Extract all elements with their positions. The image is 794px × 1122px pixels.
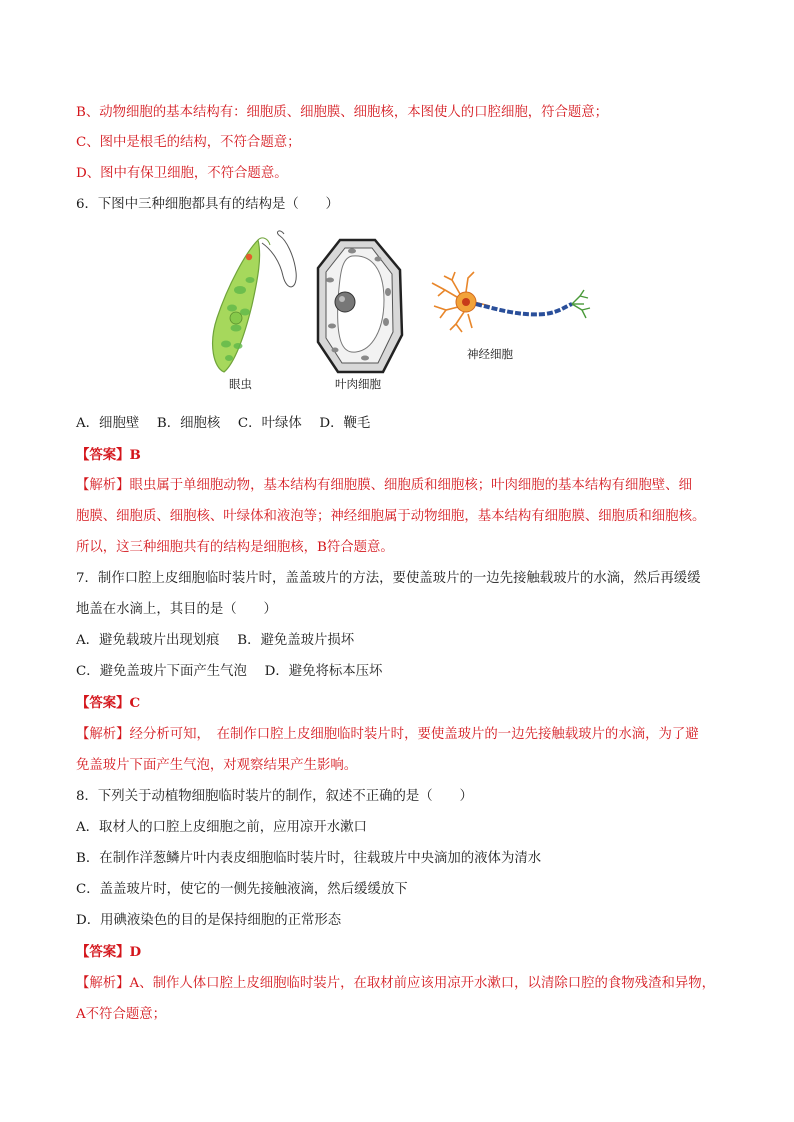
question-8-analysis-2: A不符合题意；	[76, 1007, 167, 1022]
question-7-line-2: 地盖在水滴上，其目的是（ ）	[76, 602, 277, 617]
cell-figure-svg	[0, 0, 794, 400]
question-8-answer: 【答案】D	[76, 944, 142, 960]
question-6-analysis-3: 所以，这三种细胞共有的结构是细胞核，B符合题意。	[76, 540, 394, 555]
question-7-options-2: C．避免盖玻片下面产生气泡 D．避免将标本压坏	[76, 664, 383, 679]
prev-analysis-b: B、动物细胞的基本结构有：细胞质、细胞膜、细胞核，本图使人的口腔细胞，符合题意；	[76, 105, 609, 120]
euglena-illustration	[213, 231, 297, 372]
label-leaf-cell: 叶肉细胞	[335, 377, 381, 391]
question-6-options: A．细胞壁 B．细胞核 C．叶绿体 D．鞭毛	[76, 416, 371, 431]
question-6: 6．下图中三种细胞都具有的结构是（ ）	[76, 197, 339, 212]
question-7-analysis-1: 【解析】经分析可知， 在制作口腔上皮细胞临时装片时，要使盖玻片的一边先接触载玻片的水滴，为了避	[76, 727, 699, 742]
question-6-answer: 【答案】B	[76, 447, 141, 463]
label-neuron: 神经细胞	[467, 347, 513, 361]
question-7-answer: 【答案】C	[76, 695, 141, 711]
question-7-analysis-2: 免盖玻片下面产生气泡，对观察结果产生影响。	[76, 758, 358, 773]
prev-analysis-d: D、图中有保卫细胞，不符合题意。	[76, 166, 288, 181]
prev-analysis-c: C、图中是根毛的结构，不符合题意；	[76, 135, 301, 150]
question-8-analysis-1: 【解析】A、制作人体口腔上皮细胞临时装片，在取材前应该用凉开水漱口，以清除口腔的食物残渣和异物，	[76, 976, 716, 991]
label-euglena: 眼虫	[229, 377, 252, 391]
question-8-option-b: B．在制作洋葱鳞片叶内表皮细胞临时装片时，往载玻片中央滴加的液体为清水	[76, 851, 542, 866]
leaf-cell-illustration	[318, 240, 402, 372]
question-7-options-1: A．避免载玻片出现划痕 B．避免盖玻片损坏	[76, 633, 355, 648]
question-8: 8．下列关于动植物细胞临时装片的制作，叙述不正确的是（ ）	[76, 789, 473, 804]
question-6-analysis-2: 胞膜、细胞质、细胞核、叶绿体和液泡等；神经细胞属于动物细胞，基本结构有细胞膜、细胞质和细胞核。	[76, 509, 706, 524]
question-7-line-1: 7．制作口腔上皮细胞临时装片时，盖盖玻片的方法，要使盖玻片的一边先接触载玻片的水滴，然后再缓缓	[76, 571, 701, 586]
question-6-analysis-1: 【解析】眼虫属于单细胞动物，基本结构有细胞膜、细胞质和细胞核；叶肉细胞的基本结构有细胞壁、细	[76, 478, 692, 493]
question-8-option-c: C．盖盖玻片时，使它的一侧先接触液滴，然后缓缓放下	[76, 882, 408, 897]
neuron-illustration	[432, 272, 590, 332]
question-8-option-a: A．取材人的口腔上皮细胞之前，应用凉开水漱口	[76, 820, 367, 835]
question-8-option-d: D．用碘液染色的目的是保持细胞的正常形态	[76, 913, 342, 928]
